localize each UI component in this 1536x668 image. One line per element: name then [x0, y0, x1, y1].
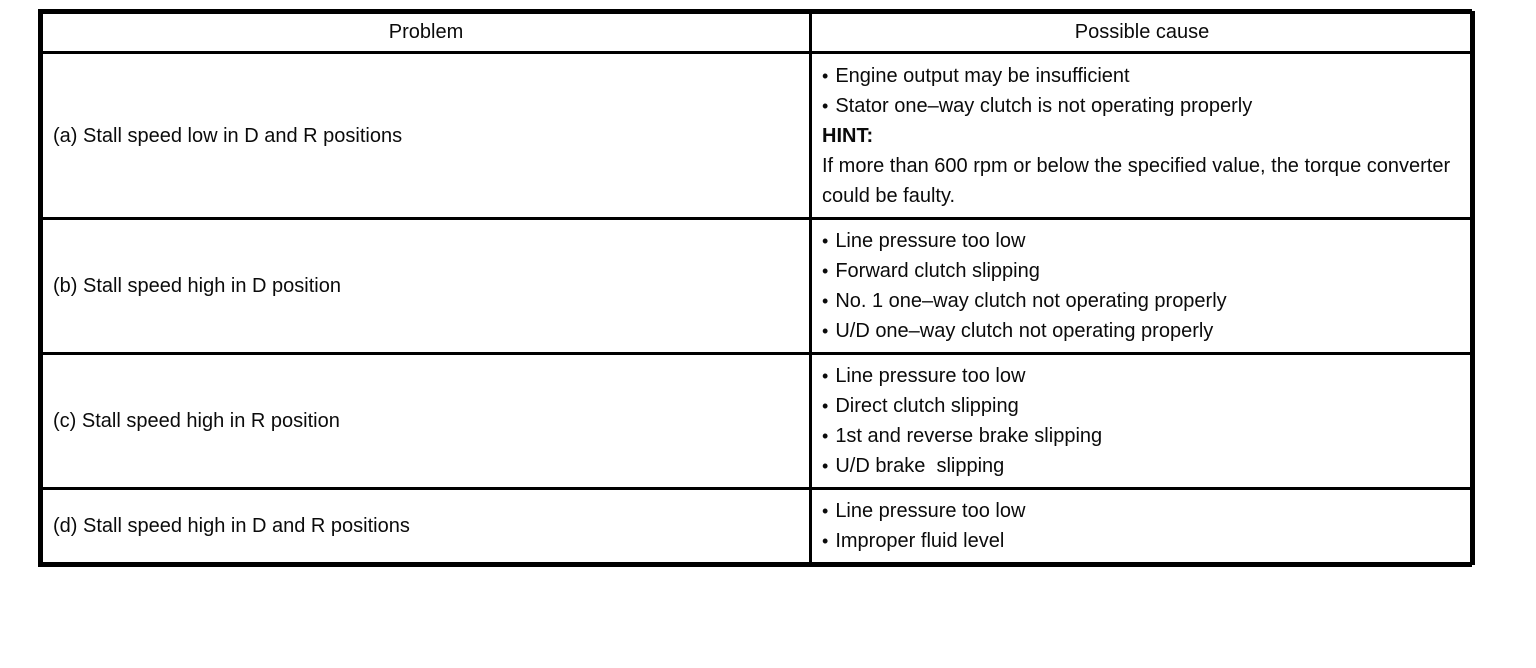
column-header-problem: Problem: [42, 13, 811, 53]
cause-item: [822, 361, 1462, 391]
problem-text: (a) Stall speed low in D and R positions: [53, 124, 403, 147]
cause-cell: [811, 219, 1474, 354]
hint-label: HINT:: [822, 124, 874, 147]
cause-cell: [811, 53, 1474, 219]
bullet-icon: •: [822, 426, 829, 446]
table-row: [42, 53, 1474, 219]
cause-text: U/D brake slipping: [835, 455, 1005, 477]
bullet-icon: •: [822, 366, 829, 386]
bullet-icon: •: [822, 396, 829, 416]
problem-cell: [42, 219, 811, 354]
bullet-icon: •: [822, 321, 829, 341]
cause-text: Stator one–way clutch is not operating properly: [835, 94, 1253, 117]
problem-text: (c) Stall speed high in R position: [53, 410, 340, 432]
cause-item: [822, 496, 1462, 526]
cause-text: Engine output may be insufficient: [835, 64, 1130, 87]
problem-text: (b) Stall speed high in D position: [53, 275, 341, 297]
table-row: [42, 489, 1474, 564]
cause-item: [822, 61, 1462, 91]
problem-text: (d) Stall speed high in D and R positions: [53, 515, 410, 537]
cause-text: U/D one–way clutch not operating properly: [835, 320, 1214, 342]
cause-text: Improper fluid level: [835, 530, 1005, 552]
cause-item: [822, 316, 1462, 346]
cause-item: [822, 91, 1462, 121]
bullet-icon: •: [822, 501, 829, 521]
problem-cell: [42, 53, 811, 219]
bullet-icon: •: [822, 65, 829, 86]
problem-cell: [42, 489, 811, 564]
cause-text: Forward clutch slipping: [835, 260, 1040, 282]
bullet-icon: •: [822, 231, 829, 251]
bullet-icon: •: [822, 261, 829, 281]
cause-cell: [811, 354, 1474, 489]
cause-text: Direct clutch slipping: [835, 395, 1019, 417]
cause-item: [822, 226, 1462, 256]
problem-cell: [42, 354, 811, 489]
cause-cell: [811, 489, 1474, 564]
cause-item: [822, 286, 1462, 316]
table-row: [42, 354, 1474, 489]
cause-item: [822, 421, 1462, 451]
table-header-row: [42, 13, 1474, 53]
cause-text: Line pressure too low: [835, 230, 1026, 252]
hint-text: If more than 600 rpm or below the specified value, the torque converter could be faulty.: [822, 154, 1456, 207]
troubleshooting-table-frame: [38, 9, 1472, 567]
table-row: [42, 219, 1474, 354]
cause-text: No. 1 one–way clutch not operating properly: [835, 290, 1227, 312]
cause-text: 1st and reverse brake slipping: [835, 425, 1103, 447]
cause-text: Line pressure too low: [835, 500, 1026, 522]
cause-item: [822, 391, 1462, 421]
cause-text: Line pressure too low: [835, 365, 1026, 387]
bullet-icon: •: [822, 531, 829, 551]
cause-item: [822, 256, 1462, 286]
bullet-icon: •: [822, 291, 829, 311]
bullet-icon: •: [822, 456, 829, 476]
column-header-possible-cause: Possible cause: [811, 13, 1474, 53]
cause-item: [822, 526, 1462, 556]
bullet-icon: •: [822, 95, 829, 116]
cause-item: [822, 451, 1462, 481]
troubleshooting-table: [40, 11, 1475, 565]
